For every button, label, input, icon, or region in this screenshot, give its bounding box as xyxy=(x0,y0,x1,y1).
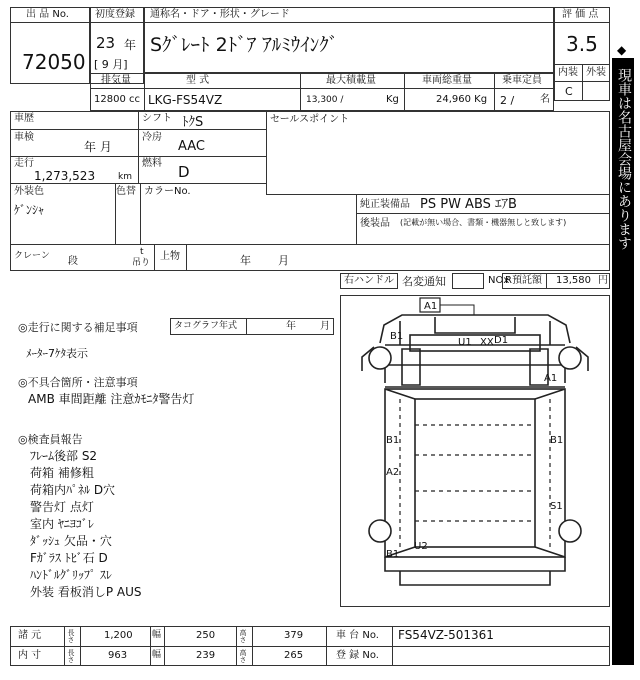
model-code-value: LKG-FS54VZ xyxy=(148,93,223,107)
lot-number: 72050 xyxy=(22,50,86,74)
chassis-value: FS54VZ-501361 xyxy=(398,628,494,642)
r-deposit-unit: 円 xyxy=(598,275,608,286)
max-load-label: 最大積載量 xyxy=(326,75,376,86)
max-load-value: 13,300 / xyxy=(306,95,344,105)
mark-b1-cab: B1 xyxy=(390,331,404,342)
right-handle-label: 右ハンドル xyxy=(344,275,394,286)
crane-stage: 段 xyxy=(68,256,78,267)
mark-a2: A2 xyxy=(386,467,400,478)
mileage-label: 走行 xyxy=(14,158,34,169)
model-code-label: 型 式 xyxy=(186,75,210,86)
capacity-label: 乗車定員 xyxy=(502,75,542,86)
mark-a1-top: A1 xyxy=(424,301,438,312)
int-width-label: 幅 xyxy=(152,650,162,660)
chassis-label: 車 台 No. xyxy=(336,630,379,641)
inspector-line: 室内 ﾔﾆﾖｺﾞﾚ xyxy=(30,517,94,531)
capacity-unit: 名 xyxy=(540,94,550,105)
inspector-line: ﾀﾞｯｼｭ 欠品・穴 xyxy=(30,534,112,548)
displacement-label: 排気量 xyxy=(101,75,131,86)
int-width: 239 xyxy=(196,650,216,661)
reg-no-label: 登 録 No. xyxy=(336,650,379,661)
int-length: 963 xyxy=(108,650,128,661)
first-reg-label: 初度登録 xyxy=(95,9,135,20)
side-banner xyxy=(612,58,634,665)
color-code-label: カラーNo. xyxy=(144,186,191,197)
inspector-line: 荷箱 補修粗 xyxy=(30,466,94,480)
tacho-label: タコグラフ年式 xyxy=(174,321,238,331)
r-deposit-value: 13,580 xyxy=(556,275,591,286)
inspector-line: Fｶﾞﾗｽ ﾄﾋﾞ石 D xyxy=(30,551,108,565)
mark-b1-rear: B1 xyxy=(386,549,400,560)
mark-b1-left: B1 xyxy=(386,435,400,446)
fuel-value: D xyxy=(178,163,190,181)
mark-xx: XX xyxy=(480,337,494,348)
side-banner-text: 現車は名古屋会場にあります xyxy=(616,68,632,250)
rating-value: 3.5 xyxy=(566,32,598,56)
reg-month: [ 9 月] xyxy=(94,58,128,71)
interior-label: 内装 xyxy=(558,67,578,78)
ac-label: 冷房 xyxy=(142,132,162,143)
mark-b1-right: B1 xyxy=(550,435,564,446)
model-name-label: 通称名・ドア・形状・グレード xyxy=(150,9,290,20)
tacho-month: 月 xyxy=(320,321,330,332)
details-box xyxy=(10,111,610,271)
ext-color-label: 外装色 xyxy=(14,186,44,197)
crane-lift: 吊り xyxy=(132,258,151,268)
sales-point-label: セールスポイント xyxy=(270,114,350,125)
mileage-value: 1,273,523 xyxy=(34,169,96,183)
reg-year-unit: 年 xyxy=(124,38,137,52)
mileage-unit: km xyxy=(118,172,132,182)
spec-height: 379 xyxy=(284,630,304,641)
crane-ton: t xyxy=(140,247,144,257)
mark-s1: S1 xyxy=(550,501,563,512)
lot-label: 出 品 No. xyxy=(26,9,69,20)
inspector-line: 外装 看板消しP AUS xyxy=(30,585,142,599)
displacement-value: 12800 cc xyxy=(94,94,140,105)
upper-label: 上物 xyxy=(160,251,180,262)
spec-length: 1,200 xyxy=(104,630,133,641)
model-name: Sｸﾞﾚｰﾄ 2ﾄﾞｱ ｱﾙﾐｳｲﾝｸﾞ xyxy=(150,34,339,56)
gvw-label: 車両総重量 xyxy=(422,75,472,86)
upper-year: 年 xyxy=(240,254,251,267)
shift-value: ﾄｸS xyxy=(182,115,204,130)
specs-label: 諸 元 xyxy=(18,630,42,641)
inspector-line: 荷箱内ﾊﾟﾈﾙ D穴 xyxy=(30,483,116,497)
defect-note-visible: AMB 車間距離 注意ｶﾓﾆﾀ警告灯 xyxy=(28,392,195,406)
mark-a1-right: A1 xyxy=(544,373,558,384)
ext-color-value: ｹﾞﾝｼｬ xyxy=(14,203,45,217)
inspector-title: ◎検査員報告 xyxy=(18,433,83,446)
driving-title: ◎走行に関する補足事項 xyxy=(18,321,138,334)
ac-value: AAC xyxy=(178,139,205,154)
defect-title-visible: ◎不具合箇所・注意事項 xyxy=(18,376,138,389)
name-change-box xyxy=(452,273,484,289)
exterior-label: 外装 xyxy=(586,67,606,78)
inspection-label: 車検 xyxy=(14,132,34,143)
interior-grade: C xyxy=(565,85,573,98)
capacity-value: 2 / xyxy=(500,94,515,107)
inspector-line: ﾌﾚｰﾑ後部 S2 xyxy=(30,449,98,463)
spec-length-label: 長さ xyxy=(67,629,75,643)
upper-month: 月 xyxy=(278,254,289,267)
gvw-value: 24,960 Kg xyxy=(436,94,488,105)
history-label: 車歴 xyxy=(14,113,34,124)
mark-u1: U1 xyxy=(458,337,472,348)
mark-u2: U2 xyxy=(414,541,428,552)
diamond-icon: ◆ xyxy=(617,43,627,57)
spec-height-label: 高さ xyxy=(239,629,247,643)
inspector-line: ﾊﾝﾄﾞﾙｸﾞﾘｯﾌﾟ ｽﾚ xyxy=(30,568,112,582)
int-length-label: 長さ xyxy=(67,649,75,663)
max-load-unit: Kg xyxy=(386,94,399,105)
inspector-line: 警告灯 点灯 xyxy=(30,500,94,514)
shift-label: シフト xyxy=(142,113,172,124)
nox-label: NOx xyxy=(488,275,510,286)
equip-label: 純正装備品 xyxy=(360,199,410,210)
aftermarket-label: 後装品 xyxy=(360,218,390,229)
mark-d1: D1 xyxy=(494,335,509,346)
spec-width: 250 xyxy=(196,630,216,641)
spec-width-label: 幅 xyxy=(152,630,162,640)
tacho-year: 年 xyxy=(286,321,296,332)
inspection-value: 年 月 xyxy=(84,140,112,154)
interior-dim-label: 内 寸 xyxy=(18,650,42,661)
reg-year: 23 xyxy=(96,34,116,52)
aftermarket-note: (記載が無い場合、書類・機器無しと致します) xyxy=(400,218,567,227)
fuel-label: 燃料 xyxy=(142,158,162,169)
int-height: 265 xyxy=(284,650,304,661)
int-height-label: 高さ xyxy=(239,649,247,663)
crane-label: クレーン xyxy=(14,251,50,261)
name-change-label: 名変通知 xyxy=(402,275,446,288)
equip-value: PS PW ABS ｴｱB xyxy=(420,197,517,212)
rating-label: 評 価 点 xyxy=(562,9,599,20)
truck-diagram-svg xyxy=(340,295,610,607)
color-change-label: 色替 xyxy=(116,186,136,197)
r-deposit-label: R預託額 xyxy=(505,275,542,286)
driving-note: ﾒｰﾀｰ7ｹﾀ表示 xyxy=(26,347,88,360)
